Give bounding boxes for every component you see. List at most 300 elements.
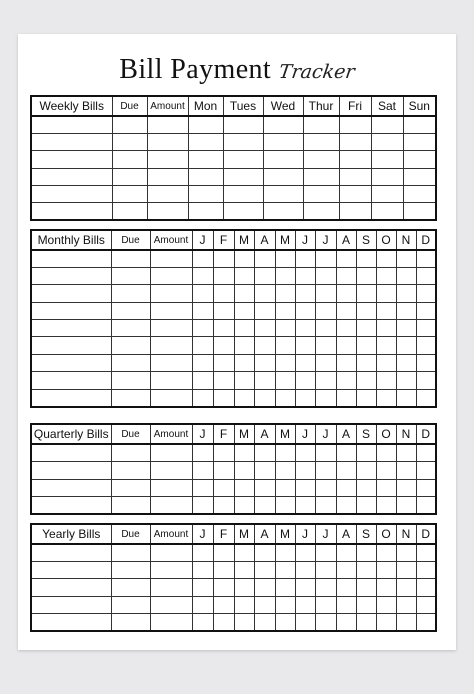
table-cell[interactable] (295, 614, 315, 631)
table-cell[interactable] (396, 561, 416, 578)
table-cell[interactable] (31, 203, 112, 220)
table-cell[interactable] (192, 337, 213, 354)
table-cell[interactable] (416, 337, 436, 354)
table-cell[interactable] (213, 462, 234, 480)
table-cell[interactable] (303, 133, 339, 150)
table-cell[interactable] (192, 614, 213, 631)
table-cell[interactable] (376, 320, 396, 337)
table-cell[interactable] (371, 133, 403, 150)
table-cell[interactable] (31, 579, 111, 596)
table-cell[interactable] (147, 186, 188, 203)
table-cell[interactable] (356, 372, 376, 389)
table-cell[interactable] (416, 462, 436, 480)
table-cell[interactable] (111, 497, 150, 515)
table-cell[interactable] (31, 561, 111, 578)
table-cell[interactable] (403, 168, 436, 185)
table-cell[interactable] (254, 462, 275, 480)
table-cell[interactable] (339, 186, 371, 203)
table-cell[interactable] (315, 250, 336, 267)
table-cell[interactable] (213, 267, 234, 284)
table-cell[interactable] (339, 203, 371, 220)
table-cell[interactable] (223, 133, 263, 150)
table-cell[interactable] (31, 267, 111, 284)
table-cell[interactable] (147, 116, 188, 133)
table-cell[interactable] (356, 596, 376, 613)
table-cell[interactable] (31, 151, 112, 168)
table-cell[interactable] (150, 561, 192, 578)
table-cell[interactable] (416, 302, 436, 319)
table-cell[interactable] (150, 267, 192, 284)
table-cell[interactable] (213, 596, 234, 613)
table-cell[interactable] (150, 354, 192, 371)
table-cell[interactable] (150, 596, 192, 613)
table-cell[interactable] (356, 544, 376, 561)
table-cell[interactable] (396, 462, 416, 480)
table-cell[interactable] (339, 168, 371, 185)
table-cell[interactable] (223, 168, 263, 185)
table-cell[interactable] (376, 479, 396, 497)
table-cell[interactable] (31, 133, 112, 150)
table-cell[interactable] (315, 389, 336, 406)
table-cell[interactable] (295, 579, 315, 596)
table-cell[interactable] (295, 372, 315, 389)
table-cell[interactable] (356, 285, 376, 302)
table-cell[interactable] (275, 389, 295, 406)
table-cell[interactable] (315, 337, 336, 354)
table-cell[interactable] (192, 302, 213, 319)
table-cell[interactable] (254, 320, 275, 337)
table-cell[interactable] (396, 579, 416, 596)
table-cell[interactable] (31, 444, 111, 462)
table-cell[interactable] (356, 302, 376, 319)
table-cell[interactable] (403, 116, 436, 133)
table-cell[interactable] (336, 372, 356, 389)
table-cell[interactable] (416, 561, 436, 578)
table-cell[interactable] (150, 614, 192, 631)
table-cell[interactable] (376, 614, 396, 631)
table-cell[interactable] (336, 462, 356, 480)
table-cell[interactable] (111, 250, 150, 267)
table-cell[interactable] (371, 186, 403, 203)
table-cell[interactable] (303, 186, 339, 203)
table-cell[interactable] (295, 285, 315, 302)
table-cell[interactable] (192, 354, 213, 371)
table-cell[interactable] (403, 133, 436, 150)
table-cell[interactable] (112, 151, 147, 168)
table-cell[interactable] (263, 186, 303, 203)
table-cell[interactable] (295, 302, 315, 319)
table-cell[interactable] (213, 320, 234, 337)
table-cell[interactable] (315, 285, 336, 302)
table-cell[interactable] (376, 250, 396, 267)
table-cell[interactable] (376, 337, 396, 354)
table-cell[interactable] (303, 151, 339, 168)
table-cell[interactable] (112, 168, 147, 185)
table-cell[interactable] (403, 203, 436, 220)
table-cell[interactable] (192, 267, 213, 284)
table-cell[interactable] (192, 389, 213, 406)
table-cell[interactable] (31, 544, 111, 561)
table-cell[interactable] (295, 354, 315, 371)
table-cell[interactable] (295, 267, 315, 284)
table-cell[interactable] (295, 389, 315, 406)
table-cell[interactable] (213, 544, 234, 561)
table-cell[interactable] (303, 168, 339, 185)
table-cell[interactable] (150, 285, 192, 302)
table-cell[interactable] (315, 497, 336, 515)
table-cell[interactable] (192, 479, 213, 497)
table-cell[interactable] (396, 250, 416, 267)
table-cell[interactable] (315, 267, 336, 284)
table-cell[interactable] (416, 444, 436, 462)
table-cell[interactable] (295, 444, 315, 462)
table-cell[interactable] (111, 596, 150, 613)
table-cell[interactable] (376, 267, 396, 284)
table-cell[interactable] (275, 354, 295, 371)
table-cell[interactable] (150, 302, 192, 319)
table-cell[interactable] (192, 372, 213, 389)
table-cell[interactable] (403, 186, 436, 203)
table-cell[interactable] (376, 579, 396, 596)
table-cell[interactable] (376, 497, 396, 515)
table-cell[interactable] (376, 444, 396, 462)
table-cell[interactable] (234, 561, 254, 578)
table-cell[interactable] (336, 544, 356, 561)
table-cell[interactable] (376, 372, 396, 389)
table-cell[interactable] (416, 614, 436, 631)
table-cell[interactable] (295, 479, 315, 497)
table-cell[interactable] (234, 444, 254, 462)
table-cell[interactable] (254, 337, 275, 354)
table-cell[interactable] (371, 151, 403, 168)
table-cell[interactable] (295, 596, 315, 613)
table-cell[interactable] (275, 320, 295, 337)
table-cell[interactable] (31, 389, 111, 406)
table-cell[interactable] (295, 561, 315, 578)
table-cell[interactable] (336, 479, 356, 497)
table-cell[interactable] (396, 267, 416, 284)
table-cell[interactable] (356, 614, 376, 631)
table-cell[interactable] (150, 544, 192, 561)
table-cell[interactable] (356, 561, 376, 578)
table-cell[interactable] (315, 614, 336, 631)
table-cell[interactable] (31, 614, 111, 631)
table-cell[interactable] (31, 116, 112, 133)
table-cell[interactable] (416, 250, 436, 267)
table-cell[interactable] (396, 337, 416, 354)
table-cell[interactable] (416, 389, 436, 406)
table-cell[interactable] (403, 151, 436, 168)
table-cell[interactable] (213, 444, 234, 462)
table-cell[interactable] (275, 250, 295, 267)
table-cell[interactable] (147, 151, 188, 168)
table-cell[interactable] (416, 285, 436, 302)
table-cell[interactable] (150, 479, 192, 497)
table-cell[interactable] (336, 337, 356, 354)
table-cell[interactable] (315, 596, 336, 613)
table-cell[interactable] (396, 497, 416, 515)
table-cell[interactable] (416, 267, 436, 284)
table-cell[interactable] (315, 561, 336, 578)
table-cell[interactable] (213, 497, 234, 515)
table-cell[interactable] (396, 285, 416, 302)
table-cell[interactable] (111, 544, 150, 561)
table-cell[interactable] (254, 302, 275, 319)
table-cell[interactable] (254, 497, 275, 515)
table-cell[interactable] (263, 151, 303, 168)
table-cell[interactable] (150, 372, 192, 389)
table-cell[interactable] (112, 133, 147, 150)
table-cell[interactable] (336, 354, 356, 371)
table-cell[interactable] (416, 596, 436, 613)
table-cell[interactable] (275, 561, 295, 578)
table-cell[interactable] (356, 479, 376, 497)
table-cell[interactable] (336, 596, 356, 613)
table-cell[interactable] (356, 579, 376, 596)
table-cell[interactable] (223, 151, 263, 168)
table-cell[interactable] (234, 250, 254, 267)
table-cell[interactable] (150, 579, 192, 596)
table-cell[interactable] (31, 354, 111, 371)
table-cell[interactable] (396, 354, 416, 371)
table-cell[interactable] (336, 444, 356, 462)
table-cell[interactable] (147, 203, 188, 220)
table-cell[interactable] (275, 444, 295, 462)
table-cell[interactable] (356, 497, 376, 515)
table-cell[interactable] (356, 267, 376, 284)
table-cell[interactable] (150, 462, 192, 480)
table-cell[interactable] (254, 372, 275, 389)
table-cell[interactable] (192, 596, 213, 613)
table-cell[interactable] (303, 116, 339, 133)
table-cell[interactable] (234, 544, 254, 561)
table-cell[interactable] (315, 302, 336, 319)
table-cell[interactable] (336, 320, 356, 337)
table-cell[interactable] (339, 133, 371, 150)
table-cell[interactable] (31, 479, 111, 497)
table-cell[interactable] (254, 561, 275, 578)
table-cell[interactable] (396, 614, 416, 631)
table-cell[interactable] (376, 596, 396, 613)
table-cell[interactable] (147, 133, 188, 150)
table-cell[interactable] (315, 320, 336, 337)
table-cell[interactable] (31, 320, 111, 337)
table-cell[interactable] (192, 285, 213, 302)
table-cell[interactable] (416, 497, 436, 515)
table-cell[interactable] (275, 267, 295, 284)
table-cell[interactable] (111, 302, 150, 319)
table-cell[interactable] (150, 250, 192, 267)
table-cell[interactable] (150, 320, 192, 337)
table-cell[interactable] (416, 579, 436, 596)
table-cell[interactable] (416, 479, 436, 497)
table-cell[interactable] (223, 116, 263, 133)
table-cell[interactable] (416, 354, 436, 371)
table-cell[interactable] (376, 389, 396, 406)
table-cell[interactable] (396, 302, 416, 319)
table-cell[interactable] (234, 462, 254, 480)
table-cell[interactable] (234, 614, 254, 631)
table-cell[interactable] (336, 285, 356, 302)
table-cell[interactable] (234, 389, 254, 406)
table-cell[interactable] (336, 250, 356, 267)
table-cell[interactable] (336, 302, 356, 319)
table-cell[interactable] (31, 302, 111, 319)
table-cell[interactable] (192, 579, 213, 596)
table-cell[interactable] (295, 337, 315, 354)
table-cell[interactable] (315, 354, 336, 371)
table-cell[interactable] (376, 354, 396, 371)
table-cell[interactable] (295, 497, 315, 515)
table-cell[interactable] (396, 444, 416, 462)
table-cell[interactable] (111, 372, 150, 389)
table-cell[interactable] (192, 561, 213, 578)
table-cell[interactable] (213, 250, 234, 267)
table-cell[interactable] (275, 614, 295, 631)
table-cell[interactable] (303, 203, 339, 220)
table-cell[interactable] (356, 354, 376, 371)
table-cell[interactable] (234, 302, 254, 319)
table-cell[interactable] (111, 337, 150, 354)
table-cell[interactable] (234, 320, 254, 337)
table-cell[interactable] (213, 337, 234, 354)
table-cell[interactable] (339, 151, 371, 168)
table-cell[interactable] (213, 561, 234, 578)
table-cell[interactable] (336, 389, 356, 406)
table-cell[interactable] (111, 462, 150, 480)
table-cell[interactable] (275, 479, 295, 497)
table-cell[interactable] (213, 285, 234, 302)
table-cell[interactable] (188, 168, 223, 185)
table-cell[interactable] (111, 389, 150, 406)
table-cell[interactable] (254, 444, 275, 462)
table-cell[interactable] (147, 168, 188, 185)
table-cell[interactable] (356, 337, 376, 354)
table-cell[interactable] (254, 596, 275, 613)
table-cell[interactable] (376, 462, 396, 480)
table-cell[interactable] (356, 462, 376, 480)
table-cell[interactable] (254, 614, 275, 631)
table-cell[interactable] (254, 389, 275, 406)
table-cell[interactable] (31, 372, 111, 389)
table-cell[interactable] (188, 186, 223, 203)
table-cell[interactable] (234, 479, 254, 497)
table-cell[interactable] (188, 133, 223, 150)
table-cell[interactable] (234, 596, 254, 613)
table-cell[interactable] (111, 561, 150, 578)
table-cell[interactable] (213, 579, 234, 596)
table-cell[interactable] (315, 479, 336, 497)
table-cell[interactable] (234, 579, 254, 596)
table-cell[interactable] (356, 320, 376, 337)
table-cell[interactable] (254, 544, 275, 561)
table-cell[interactable] (376, 302, 396, 319)
table-cell[interactable] (376, 285, 396, 302)
table-cell[interactable] (315, 444, 336, 462)
table-cell[interactable] (213, 389, 234, 406)
table-cell[interactable] (111, 285, 150, 302)
table-cell[interactable] (31, 497, 111, 515)
table-cell[interactable] (234, 372, 254, 389)
table-cell[interactable] (213, 479, 234, 497)
table-cell[interactable] (371, 168, 403, 185)
table-cell[interactable] (223, 203, 263, 220)
table-cell[interactable] (192, 250, 213, 267)
table-cell[interactable] (254, 250, 275, 267)
table-cell[interactable] (254, 354, 275, 371)
table-cell[interactable] (315, 372, 336, 389)
table-cell[interactable] (213, 614, 234, 631)
table-cell[interactable] (416, 372, 436, 389)
table-cell[interactable] (416, 544, 436, 561)
table-cell[interactable] (371, 116, 403, 133)
table-cell[interactable] (356, 389, 376, 406)
table-cell[interactable] (112, 186, 147, 203)
table-cell[interactable] (336, 267, 356, 284)
table-cell[interactable] (234, 354, 254, 371)
table-cell[interactable] (356, 444, 376, 462)
table-cell[interactable] (111, 444, 150, 462)
table-cell[interactable] (192, 320, 213, 337)
table-cell[interactable] (111, 320, 150, 337)
table-cell[interactable] (275, 596, 295, 613)
table-cell[interactable] (150, 497, 192, 515)
table-cell[interactable] (275, 337, 295, 354)
table-cell[interactable] (396, 544, 416, 561)
table-cell[interactable] (396, 372, 416, 389)
table-cell[interactable] (263, 168, 303, 185)
table-cell[interactable] (356, 250, 376, 267)
table-cell[interactable] (275, 579, 295, 596)
table-cell[interactable] (254, 285, 275, 302)
table-cell[interactable] (234, 337, 254, 354)
table-cell[interactable] (31, 462, 111, 480)
table-cell[interactable] (275, 372, 295, 389)
table-cell[interactable] (295, 250, 315, 267)
table-cell[interactable] (315, 579, 336, 596)
table-cell[interactable] (376, 544, 396, 561)
table-cell[interactable] (376, 561, 396, 578)
table-cell[interactable] (263, 203, 303, 220)
table-cell[interactable] (263, 133, 303, 150)
table-cell[interactable] (31, 337, 111, 354)
table-cell[interactable] (396, 320, 416, 337)
table-cell[interactable] (336, 497, 356, 515)
table-cell[interactable] (111, 614, 150, 631)
table-cell[interactable] (188, 116, 223, 133)
table-cell[interactable] (111, 579, 150, 596)
table-cell[interactable] (254, 579, 275, 596)
table-cell[interactable] (192, 544, 213, 561)
table-cell[interactable] (339, 116, 371, 133)
table-cell[interactable] (275, 544, 295, 561)
table-cell[interactable] (192, 444, 213, 462)
table-cell[interactable] (275, 497, 295, 515)
table-cell[interactable] (254, 267, 275, 284)
table-cell[interactable] (234, 285, 254, 302)
table-cell[interactable] (111, 354, 150, 371)
table-cell[interactable] (396, 479, 416, 497)
table-cell[interactable] (295, 544, 315, 561)
table-cell[interactable] (315, 544, 336, 561)
table-cell[interactable] (336, 561, 356, 578)
table-cell[interactable] (112, 203, 147, 220)
table-cell[interactable] (234, 497, 254, 515)
table-cell[interactable] (112, 116, 147, 133)
table-cell[interactable] (295, 320, 315, 337)
table-cell[interactable] (31, 186, 112, 203)
table-cell[interactable] (263, 116, 303, 133)
